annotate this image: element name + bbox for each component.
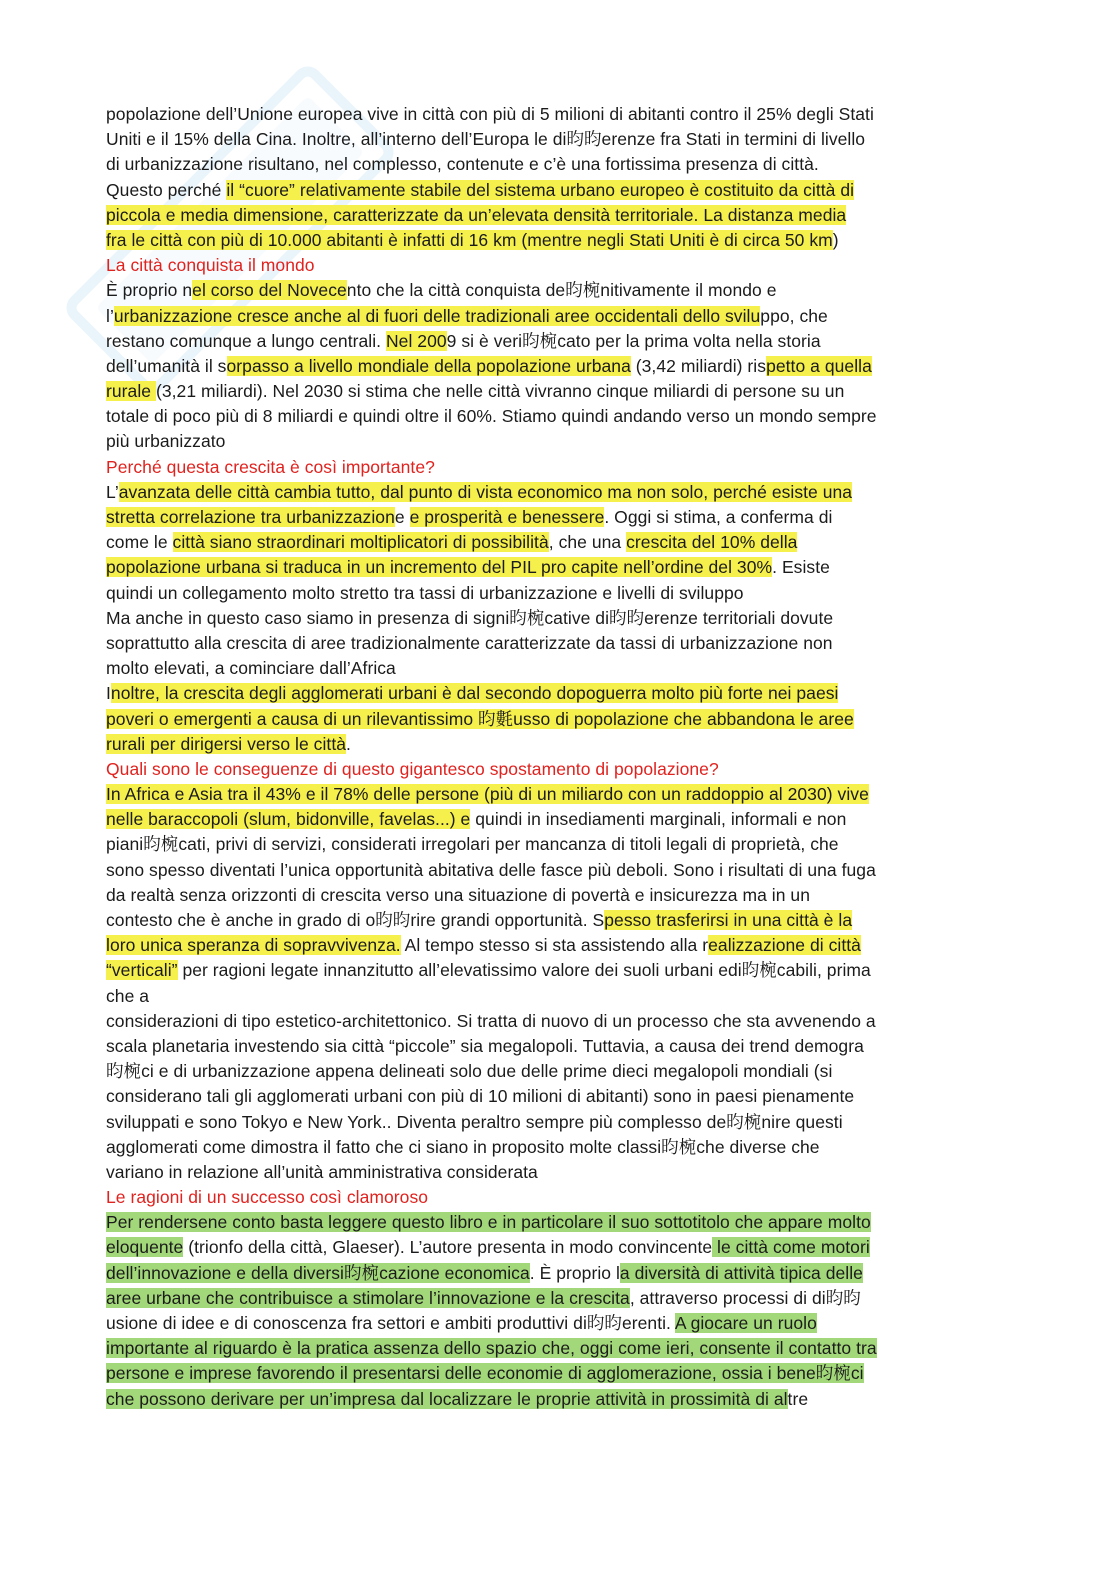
highlight-green: Per rendersene conto basta leggere questo libro e in particolare il suo sottotitolo che appare molto [106,1212,871,1233]
text-line [106,505,1006,530]
highlight-yellow: rurali per dirigersi verso le città [106,733,347,754]
text-run: più urbanizzato [106,431,226,452]
text-line [106,782,1006,807]
text-run: ppo, che [760,305,828,326]
text-line [106,933,1006,958]
text-line [106,278,1006,303]
highlight-yellow: popolazione urbana si traduca in un incremento del PIL pro capite nell’ordine del 30% [106,557,773,578]
highlight-yellow: petto a quella [766,355,872,376]
highlight-green: che possono derivare per un’impresa dal localizzare le proprie attività in prossimità di al [106,1388,788,1409]
text-run: nto che la città conquista de昀椀nitivamente il mondo e [346,280,777,301]
text-run: e [394,507,410,527]
text-line [106,631,1006,656]
text-line [106,178,1006,203]
highlight-yellow: Nel 200 [385,330,447,351]
highlight-yellow: piccola e media dimensione, caratterizzate da un’elevata densità territoriale. La distanza media [106,204,847,225]
text-run: molto elevati, a cominciare dall’Africa [106,658,396,679]
text-run: (3,21 miliardi). Nel 2030 si stima che nelle città vivranno cinque miliardi di persone su un [155,381,845,402]
text-run: Al tempo stesso si sta assistendo alla r [400,935,709,956]
highlight-yellow: “verticali” [106,960,178,981]
text-line [106,908,1006,933]
text-line [106,606,1006,631]
text-run: È proprio n [106,280,193,301]
text-run: agglomerati come dimostra il fatto che ci siano in proposito molte classi昀椀che diverse che [106,1136,820,1157]
text-run: . Esiste [772,557,830,578]
text-run: 昀椀ci e di urbanizzazione appena delineati solo due delle prime dieci megalopoli mondiali (si [106,1061,833,1082]
text-run: ) [832,229,839,250]
text-run: l’ [106,305,114,326]
text-run: . [346,733,351,754]
text-run: considerazioni di tipo estetico-architettonico. Si tratta di nuovo di un processo che sta avvenendo a [106,1010,876,1031]
text-run: Questo perché [106,179,227,200]
text-run: tre [787,1388,809,1409]
text-line [106,1387,1006,1412]
text-run: L’ [106,481,119,502]
text-line [106,858,1006,883]
highlight-green: aree urbane che contribuisce a stimolare l’innovazione e la crescita [106,1287,630,1308]
text-run: dell’umanità il s [106,355,227,376]
text-run: La città conquista il mondo [106,255,315,276]
highlight-yellow: il “cuore” relativamente stabile del sistema urbano europeo è costituito da città di [226,179,855,200]
document-page [106,102,1006,1412]
highlight-yellow: nelle baraccopoli (slum, bidonville, favelas...) e [106,809,471,830]
text-line [106,1110,1006,1135]
text-run: per ragioni legate innanzitutto all’elevatissimo valore dei suoli urbani edi昀椀cabili, prima [177,960,871,981]
text-run: Perché questa crescita è così importante? [106,456,435,477]
text-run: scala planetaria investendo sia città “piccole” sia megalopoli. Tuttavia, a causa dei trend demogra [106,1035,864,1056]
text-line [106,304,1006,329]
text-run: . Oggi si stima, a conferma di [604,507,833,527]
text-run: variano in relazione all’unità amministrativa considerata [106,1161,538,1182]
text-line [106,1059,1006,1084]
highlight-yellow: noltre, la crescita degli agglomerati urbani è dal secondo dopoguerra molto più forte nei paesi [110,683,839,704]
text-line [106,958,1006,983]
section-heading [106,253,1006,278]
text-line [106,1034,1006,1059]
text-line [106,379,1006,404]
text-line [106,480,1006,505]
highlight-yellow: ealizzazione di città [708,935,861,956]
text-line [106,581,1006,606]
text-line [106,732,1006,757]
text-line [106,681,1006,706]
highlight-yellow: e prosperità e benessere [409,507,605,527]
text-line [106,1286,1006,1311]
text-run: quindi in insediamenti marginali, informali e non [470,809,847,830]
text-run: (3,42 miliardi) ris [630,355,767,376]
text-run: (trionfo della città, Glaeser). L’autore presenta in modo convincente [183,1237,713,1258]
text-run: Le ragioni di un successo così clamoroso [106,1187,429,1208]
section-heading [106,1185,1006,1210]
text-run: quindi un collegamento molto stretto tra tassi di urbanizzazione e livelli di sviluppo [106,582,744,603]
section-heading [106,455,1006,480]
text-run: piani昀椀cati, privi di servizi, considerati irregolari per mancanza di titoli legali di proprietà, che [106,834,839,855]
text-line [106,1311,1006,1336]
highlight-yellow: urbanizzazione cresce anche al di fuori delle tradizionali aree occidentali dello svilu [113,305,761,326]
text-run: soprattutto alla crescita di aree tradizionalmente caratterizzate da tassi di urbanizzazione non [106,632,833,653]
text-run: Uniti e il 15% della Cina. Inoltre, all’interno dell’Europa le di昀昀erenze fra Stati in termini di livello [106,129,866,150]
highlight-green: persone e imprese favorendo il presentarsi delle economie di agglomerazione, ossia i bene昀椀ci [106,1363,864,1384]
highlight-yellow: stretta correlazione tra urbanizzazion [106,507,395,527]
text-run: 9 si è veri昀椀cato per la prima volta nella storia [446,330,821,351]
text-run: Quali sono le conseguenze di questo gigantesco spostamento di popolazione? [106,758,719,779]
highlight-green: dell’innovazione e della diversi昀椀cazione economica [106,1262,530,1283]
text-line [106,530,1006,555]
text-line [106,228,1006,253]
highlight-yellow: città siano straordinari moltiplicatori di possibilità [172,532,549,553]
text-line [106,429,1006,454]
highlight-yellow: In Africa e Asia tra il 43% e il 78% delle persone (più di un miliardo con un raddoppio al 2030) vive [106,784,869,805]
highlight-yellow: loro unica speranza di sopravvivenza. [106,935,401,956]
text-run: contesto che è anche in grado di o昀昀rire grandi opportunità. S [106,910,605,930]
text-run: totale di poco più di 8 miliardi e quindi oltre il 60%. Stiamo quindi andando verso un mondo sempre [106,406,877,427]
text-line [106,1009,1006,1034]
text-run: di urbanizzazione risultano, nel complesso, contenute e c’è una fortissima presenza di città. [106,154,819,175]
text-run: da realtà senza orizzonti di crescita verso una situazione di povertà e insicurezza ma in un [106,884,810,905]
text-run: I [106,683,111,704]
text-run: Ma anche in questo caso siamo in presenza di signi昀椀cative di昀昀erenze territoriali dovute [106,607,834,628]
text-line [106,1361,1006,1386]
text-line [106,152,1006,177]
text-run: sviluppati e sono Tokyo e New York.. Diventa peraltro sempre più complesso de昀椀nire questi [106,1111,843,1132]
text-line [106,984,1006,1009]
section-heading [106,757,1006,782]
text-line [106,404,1006,429]
text-line [106,127,1006,152]
text-line [106,1084,1006,1109]
text-line [106,807,1006,832]
highlight-yellow: fra le città con più di 10.000 abitanti è infatti di 16 km (mentre negli Stati Uniti è di circa 50 km [106,229,833,250]
text-run: restano comunque a lungo centrali. [106,330,386,351]
highlight-yellow: pesso trasferirsi in una città è la [604,910,853,930]
text-line [106,203,1006,228]
highlight-yellow: crescita del 10% della [626,532,798,553]
text-line [106,656,1006,681]
text-line [106,102,1006,127]
highlight-yellow: orpasso a livello mondiale della popolazione urbana [226,355,631,376]
highlight-green: A giocare un ruolo [674,1313,817,1333]
text-run: , che una [548,532,627,553]
text-run: popolazione dell’Unione europea vive in città con più di 5 milioni di abitanti contro il 25% degli Stati [106,104,874,124]
highlight-green: le città come motori [712,1237,870,1258]
text-run: usione di idee e di conoscenza fra settori e ambiti produttivi di昀昀erenti. [106,1313,675,1333]
highlight-green: importante al riguardo è la pratica assenza dello spazio che, oggi come ieri, consente il contatto tra [106,1338,877,1359]
text-line [106,555,1006,580]
text-run: sono spesso diventati l’unica opportunità abitativa delle fasce più deboli. Sono i risultati di una fuga [106,859,876,880]
highlight-yellow: avanzata delle città cambia tutto, dal punto di vista economico ma non solo, perché esiste una [118,481,853,502]
highlight-green: a diversità di attività tipica delle [619,1262,863,1283]
text-line [106,1210,1006,1235]
highlight-yellow: rurale [106,381,156,402]
text-run: che a [106,985,150,1006]
text-line [106,707,1006,732]
text-run: considerano tali gli agglomerati urbani con più di 10 milioni di abitanti) sono in paesi pienamente [106,1086,855,1107]
text-run: , attraverso processi di di昀昀 [629,1287,861,1308]
text-line [106,354,1006,379]
text-line [106,1261,1006,1286]
text-line [106,1160,1006,1185]
text-line [106,883,1006,908]
text-run: come le [106,532,173,553]
text-line [106,1235,1006,1260]
text-run: . È proprio l [529,1262,620,1283]
text-line [106,1135,1006,1160]
text-line [106,329,1006,354]
text-line [106,832,1006,857]
highlight-yellow: el corso del Novece [192,280,347,301]
text-line [106,1336,1006,1361]
highlight-yellow: poveri o emergenti a causa di un rilevantissimo 昀氀usso di popolazione che abbandona le aree [106,708,854,729]
highlight-green: eloquente [106,1237,184,1258]
